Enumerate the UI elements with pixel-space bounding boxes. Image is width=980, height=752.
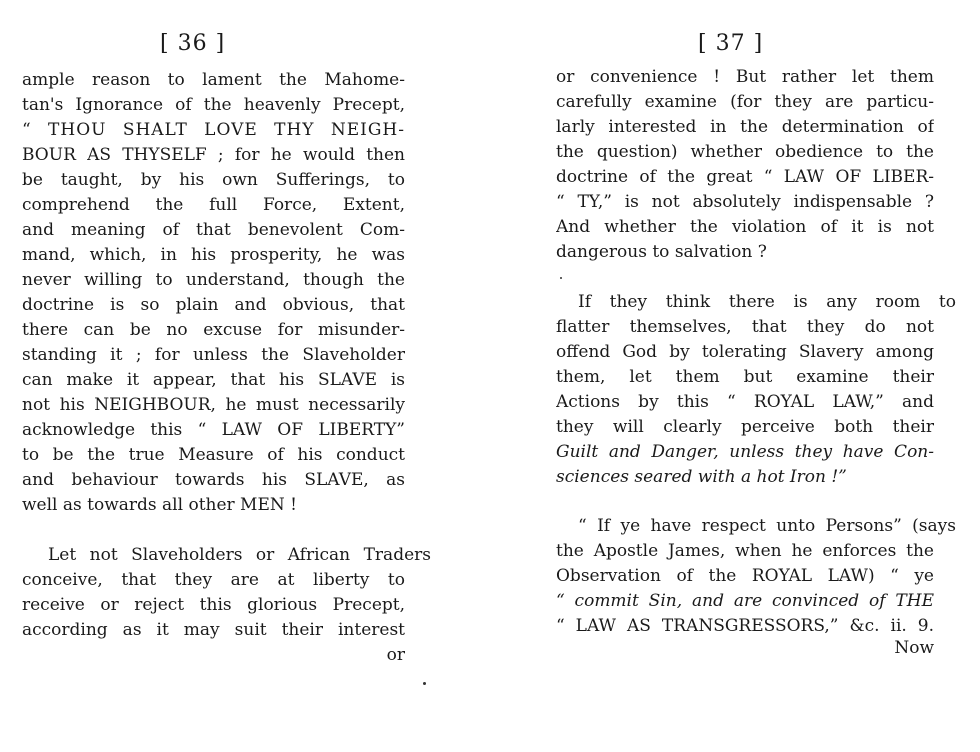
text-line: to be the true Measure of his conduct [22, 445, 405, 465]
text-line: well as towards all other MEN ! [22, 495, 297, 515]
text-line: dangerous to salvation ? [556, 242, 767, 262]
text-line: If they think there is any room to [578, 292, 956, 312]
text-line: or convenience ! But rather let them [556, 67, 934, 87]
text-line: “ THOU SHALT LOVE THY NEIGH- [22, 120, 405, 140]
text-line: never willing to understand, though the [22, 270, 405, 290]
text-line: “ If ye have respect unto Persons” (says [578, 516, 956, 536]
text-line: BOUR AS THYSELF ; for he would then [22, 145, 405, 165]
text-line: Let not Slaveholders or African Traders [48, 545, 431, 565]
text-line: them, let them but examine their [556, 367, 934, 387]
text-line: “ TY,” is not absolutely indispensable ? [556, 192, 934, 212]
text-line: not his NEIGHBOUR, he must necessarily [22, 395, 405, 415]
text-line: acknowledge this “ LAW OF LIBERTY” [22, 420, 405, 440]
text-line: Guilt and Danger, unless they have Con- [556, 442, 934, 462]
text-line: sciences seared with a hot Iron !” [556, 467, 847, 487]
text-line: according as it may suit their interest [22, 620, 405, 640]
text-line: the question) whether obedience to the [556, 142, 934, 162]
text-line: mand, which, in his prosperity, he was [22, 245, 405, 265]
text-line: standing it ; for unless the Slaveholder [22, 345, 405, 365]
page-number: [ 36 ] [160, 31, 226, 56]
text-line: ample reason to lament the Mahome- [22, 70, 405, 90]
print-speck [423, 682, 426, 685]
text-line: offend God by tolerating Slavery among [556, 342, 934, 362]
text-line: there can be no excuse for misunder- [22, 320, 405, 340]
catchword: or [386, 645, 405, 665]
text-line: “ commit Sin, and are convinced of THE [556, 591, 934, 611]
text-line: Observation of the ROYAL LAW) “ ye [556, 566, 934, 586]
text-line: larly interested in the determination of [556, 117, 934, 137]
text-line: comprehend the full Force, Extent, [22, 195, 405, 215]
text-line: receive or reject this glorious Precept, [22, 595, 405, 615]
text-line: and meaning of that benevolent Com- [22, 220, 405, 240]
text-line: be taught, by his own Sufferings, to [22, 170, 405, 190]
text-line: Actions by this “ ROYAL LAW,” and [556, 392, 934, 412]
text-line: doctrine of the great “ LAW OF LIBER- [556, 167, 934, 187]
text-line: can make it appear, that his SLAVE is [22, 370, 405, 390]
text-line: they will clearly perceive both their [556, 417, 934, 437]
text-line: conceive, that they are at liberty to [22, 570, 405, 590]
print-speck [560, 277, 562, 279]
text-line: And whether the violation of it is not [556, 217, 934, 237]
catchword: Now [894, 638, 934, 658]
text-line: “ LAW AS TRANSGRESSORS,” &c. ii. 9. [556, 616, 934, 636]
text-line: carefully examine (for they are particu- [556, 92, 934, 112]
text-line: and behaviour towards his SLAVE, as [22, 470, 405, 490]
page-number: [ 37 ] [698, 31, 764, 56]
text-line: flatter themselves, that they do not [556, 317, 934, 337]
text-line: the Apostle James, when he enforces the [556, 541, 934, 561]
text-line: doctrine is so plain and obvious, that [22, 295, 405, 315]
text-line: tan's Ignorance of the heavenly Precept, [22, 95, 405, 115]
